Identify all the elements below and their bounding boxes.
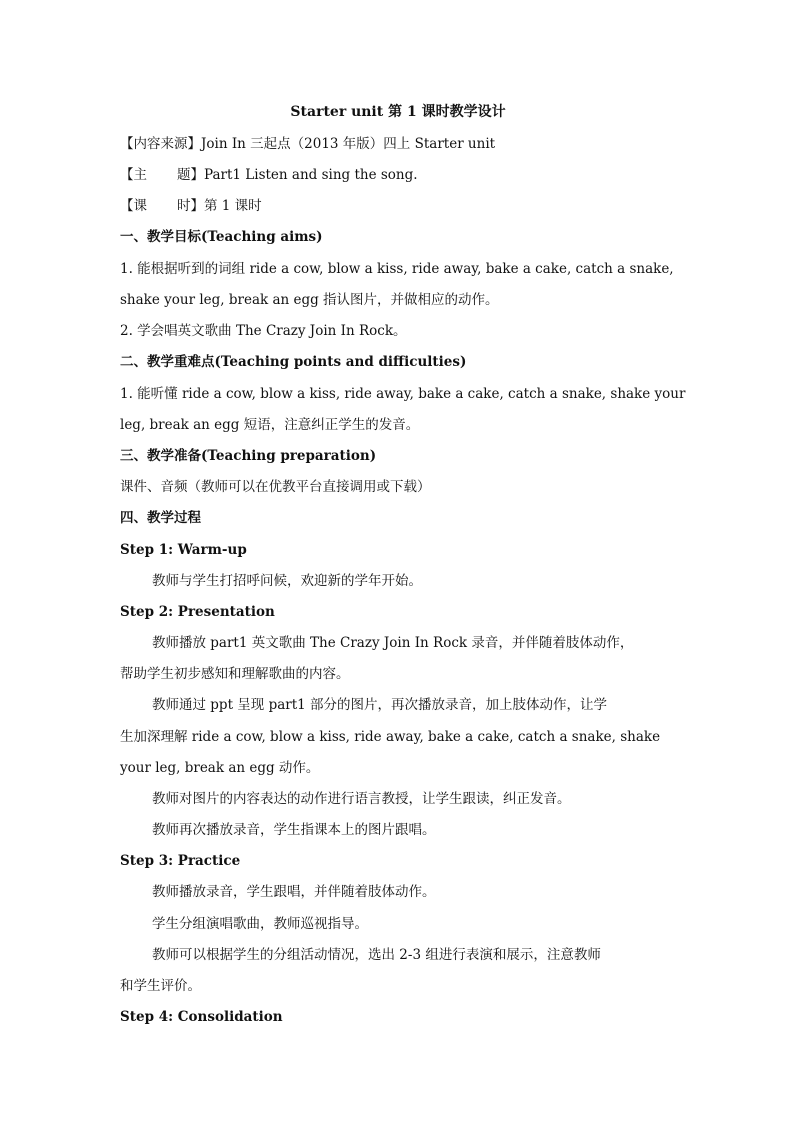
aim-1-line-2: shake your leg, break an egg 指认图片，并做相应的动作。 xyxy=(120,292,499,308)
topic-row xyxy=(120,165,676,185)
point-1-line-2: leg, break an egg 短语，注意纠正学生的发音。 xyxy=(120,417,420,433)
step-2-paragraph-2-line-2: 生加深理解 ride a cow, blow a kiss, ride away, bake a cake, catch a snake, shake xyxy=(120,729,661,745)
step-1-paragraph: 教师与学生打招呼问候，欢迎新的学年开始。 xyxy=(152,573,422,589)
step-2-paragraph-2-line-3: your leg, break an egg 动作。 xyxy=(120,760,320,776)
step-2-paragraph-4: 教师再次播放录音，学生指课本上的图片跟唱。 xyxy=(152,822,436,838)
document-title: Starter unit 第 1 课时教学设计 xyxy=(290,104,506,120)
topic-value: Part1 Listen and sing the song. xyxy=(204,167,418,183)
period-label-close: 时】 xyxy=(177,198,204,214)
step-3-paragraph-1: 教师播放录音，学生跟唱，并伴随着肢体动作。 xyxy=(152,884,436,900)
content-source: 【内容来源】Join In 三起点（2013 年版）四上 Starter unit xyxy=(120,136,496,152)
preparation-heading: 三、教学准备(Teaching preparation) xyxy=(120,448,377,464)
aim-2: 2. 学会唱英文歌曲 The Crazy Join In Rock。 xyxy=(120,323,407,339)
topic-label-open: 【主 xyxy=(120,167,147,183)
points-heading: 二、教学重难点(Teaching points and difficulties) xyxy=(120,354,467,370)
step-1-heading: Step 1: Warm-up xyxy=(120,542,247,558)
topic-label-close: 题】 xyxy=(177,167,204,183)
period-row xyxy=(120,196,676,216)
step-2-paragraph-3: 教师对图片的内容表达的动作进行语言教授，让学生跟读，纠正发音。 xyxy=(152,791,571,807)
step-4-heading: Step 4: Consolidation xyxy=(120,1009,283,1025)
period-label-open: 【课 xyxy=(120,198,147,214)
step-3-paragraph-3-line-1: 教师可以根据学生的分组活动情况，选出 2-3 组进行表演和展示，注意教师 xyxy=(152,947,601,963)
process-heading: 四、教学过程 xyxy=(120,510,201,526)
step-3-paragraph-3-line-2: 和学生评价。 xyxy=(120,978,201,994)
step-2-paragraph-1-line-1: 教师播放 part1 英文歌曲 The Crazy Join In Rock 录音，并伴随着肢体动作， xyxy=(152,635,634,651)
step-2-paragraph-1-line-2: 帮助学生初步感知和理解歌曲的内容。 xyxy=(120,666,350,682)
step-3-paragraph-2: 学生分组演唱歌曲，教师巡视指导。 xyxy=(152,916,368,932)
step-3-heading: Step 3: Practice xyxy=(120,853,241,869)
preparation-text: 课件、音频（教师可以在优教平台直接调用或下载） xyxy=(120,479,431,495)
aim-1-line-1: 1. 能根据听到的词组 ride a cow, blow a kiss, ride away, bake a cake, catch a snake, xyxy=(120,261,674,277)
step-2-heading: Step 2: Presentation xyxy=(120,604,275,620)
point-1-line-1: 1. 能听懂 ride a cow, blow a kiss, ride away, bake a cake, catch a snake, shake your xyxy=(120,386,686,402)
aims-heading: 一、教学目标(Teaching aims) xyxy=(120,229,323,245)
step-2-paragraph-2-line-1: 教师通过 ppt 呈现 part1 部分的图片，再次播放录音，加上肢体动作，让学 xyxy=(152,697,608,713)
period-value: 第 1 课时 xyxy=(204,198,262,214)
